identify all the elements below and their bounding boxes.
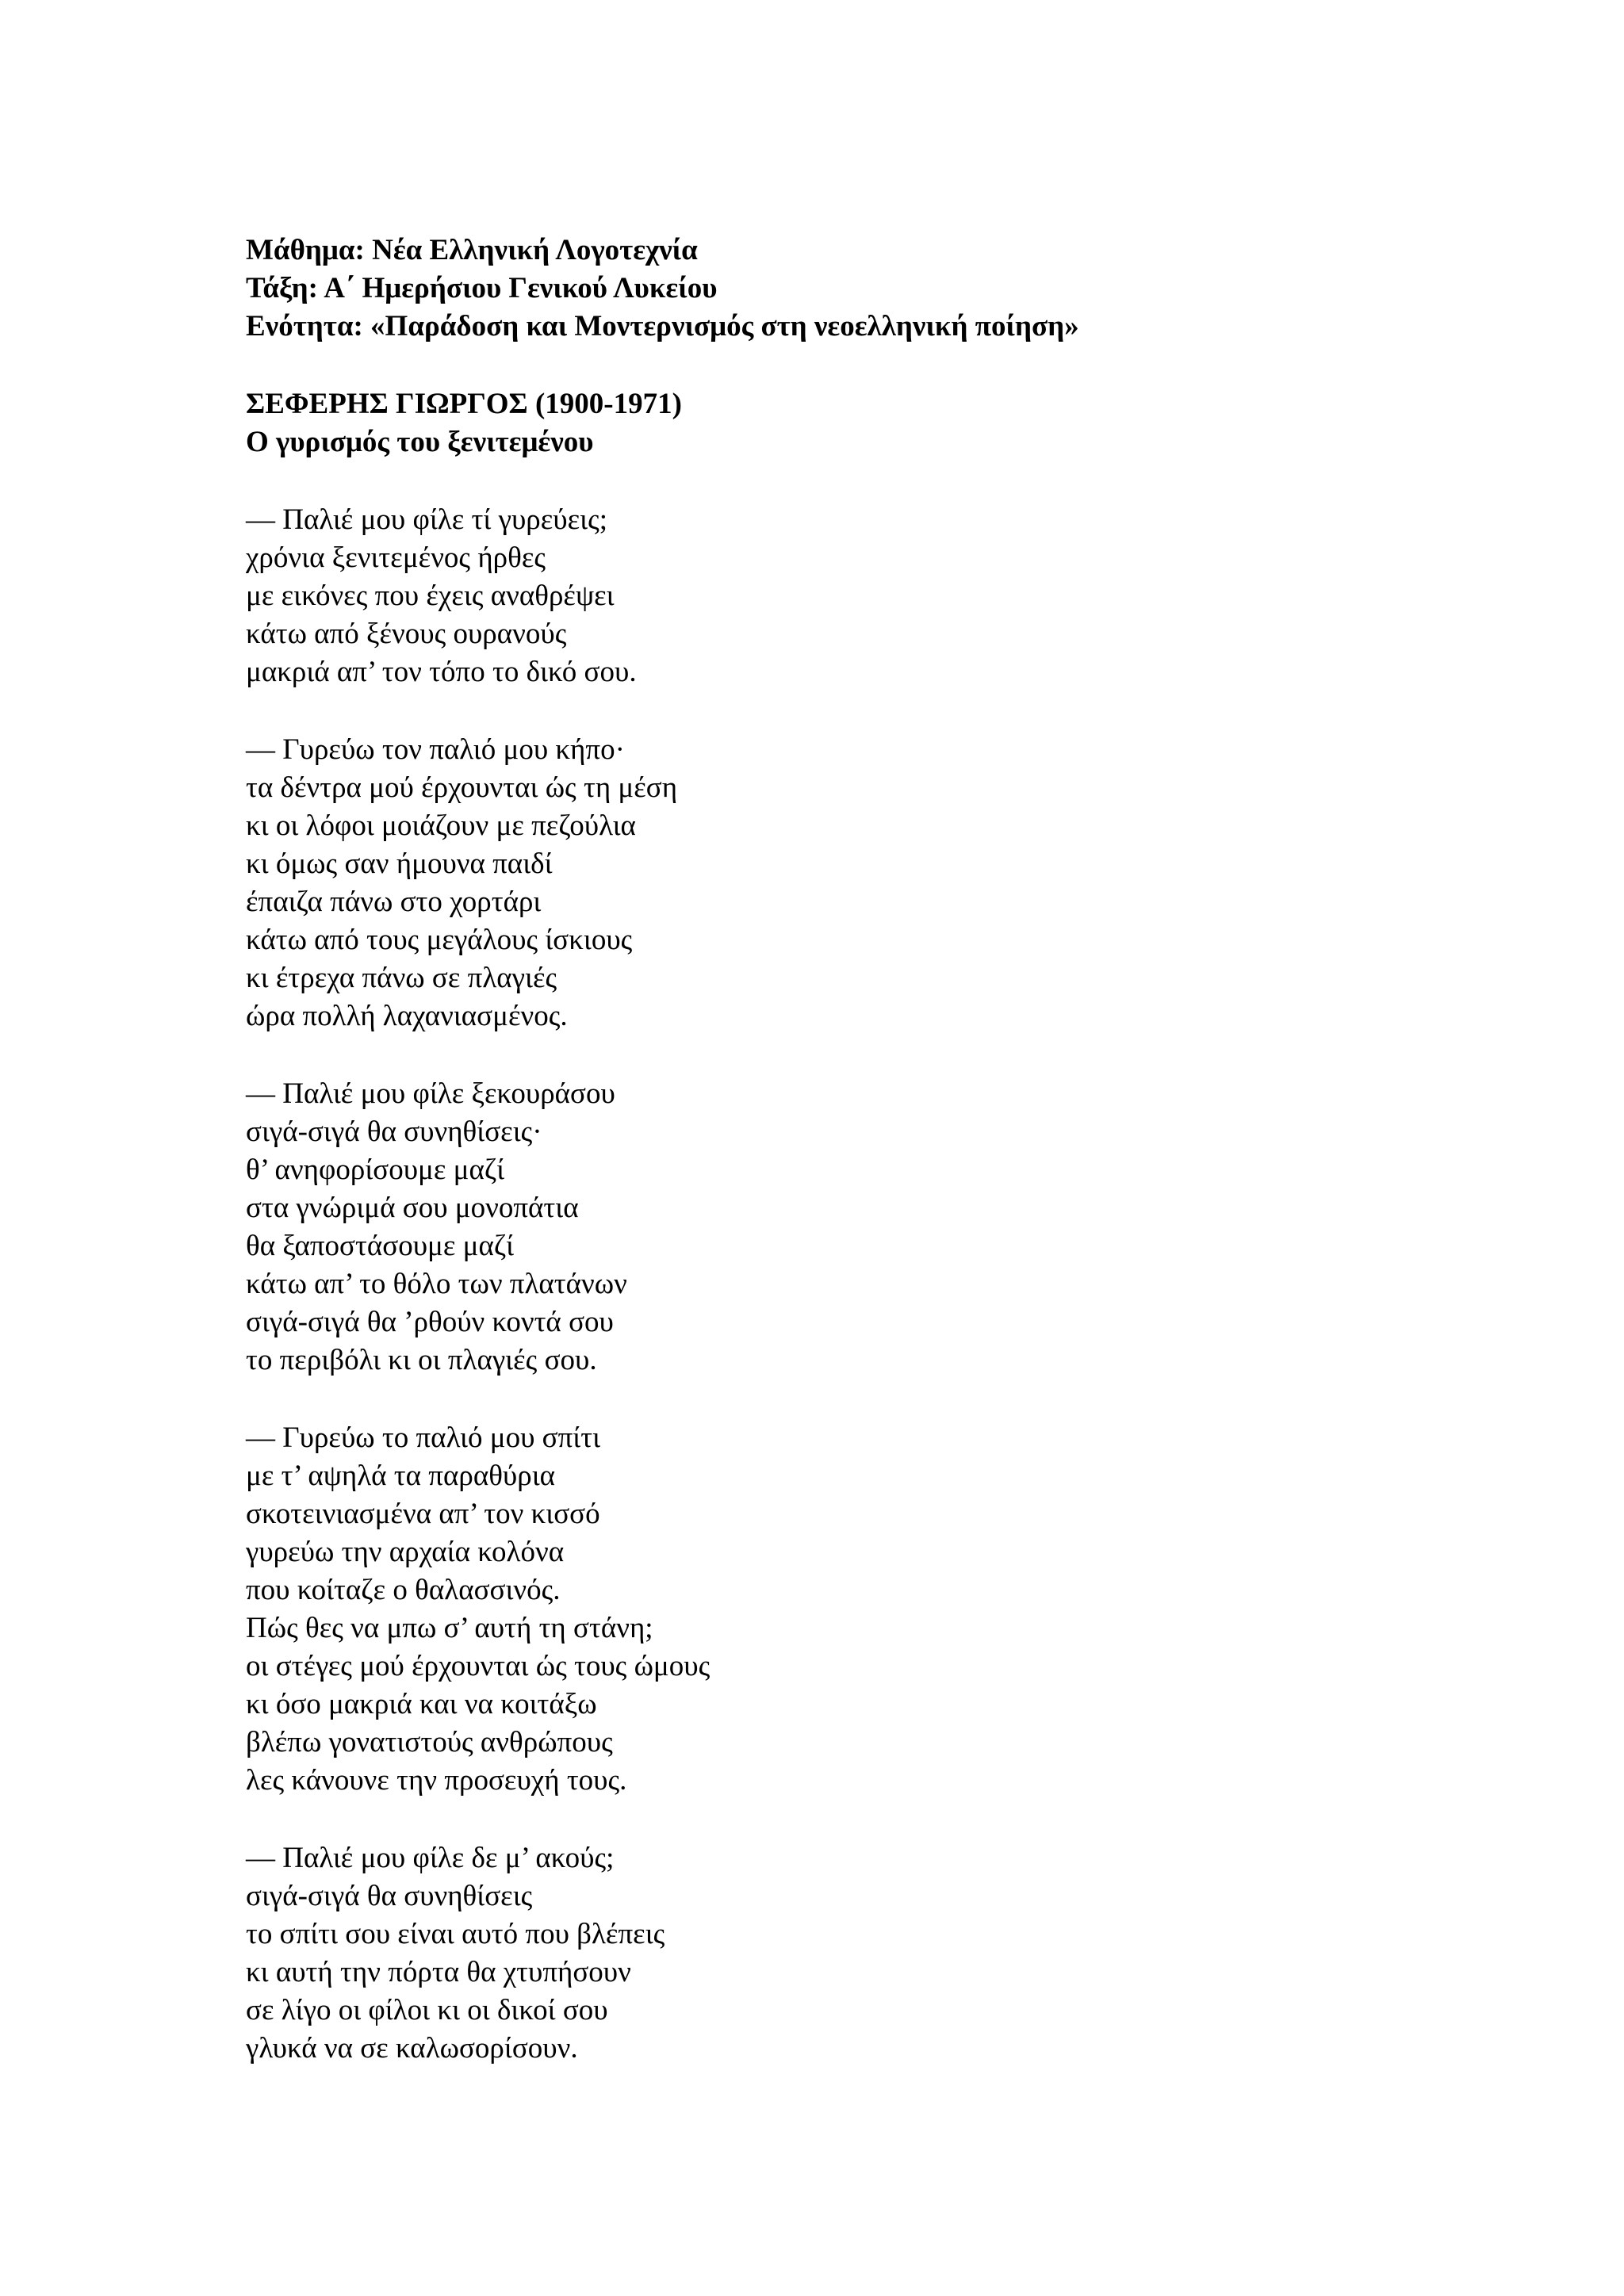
course-unit: Ενότητα: «Παράδοση και Μοντερνισμός στη νεοελληνική ποίηση» [246, 310, 1079, 342]
poem-line: το σπίτι σου είναι αυτό που βλέπεις [246, 1918, 665, 1950]
poem-line: κάτω από ξένους ουρανούς [246, 618, 567, 650]
stanza-1 [246, 501, 1515, 691]
poem-line: γλυκά να σε καλωσορίσουν. [246, 2032, 578, 2064]
poem-line: κι οι λόφοι μοιάζουν με πεζούλια [246, 809, 636, 842]
poem-line: ώρα πολλή λαχανιασμένος. [246, 1000, 568, 1032]
poem-line: το περιβόλι κι οι πλαγιές σου. [246, 1344, 597, 1376]
stanza-2 [246, 731, 1515, 1035]
poem-line: σιγά-σιγά θα συνηθίσεις [246, 1880, 533, 1912]
poem-line: κάτω από τους μεγάλους ίσκιους [246, 924, 633, 956]
poem-line: λες κάνουνε την προσευχή τους. [246, 1764, 627, 1797]
poem-line: — Γυρεύω το παλιό μου σπίτι [246, 1422, 601, 1454]
poem-title: Ο γυρισμός του ξενιτεμένου [246, 426, 594, 458]
poem-line: με τ’ αψηλά τα παραθύρια [246, 1460, 556, 1492]
poem-line: τα δέντρα μού έρχουνται ώς τη μέση [246, 771, 678, 804]
poem-line: κάτω απ’ το θόλο των πλατάνων [246, 1268, 627, 1300]
poem-line: μακριά απ’ τον τόπο το δικό σου. [246, 656, 637, 688]
poem-line: βλέπω γονατιστούς ανθρώπους [246, 1726, 613, 1758]
poem-line: σκοτεινιασμένα απ’ τον κισσό [246, 1498, 600, 1530]
poem-line: — Γυρεύω τον παλιό μου κήπο· [246, 733, 625, 766]
poem-line: γυρεύω την αρχαία κολόνα [246, 1536, 565, 1568]
poem-line: θα ξαποστάσουμε μαζί [246, 1230, 515, 1262]
poem-author: ΣΕΦΕΡΗΣ ΓΙΩΡΓΟΣ (1900-1971) [246, 388, 682, 420]
poem-line: κι όμως σαν ήμουνα παιδί [246, 848, 553, 880]
poem-line: σιγά-σιγά θα ’ρθούν κοντά σου [246, 1306, 614, 1338]
poem-line: Πώς θες να μπω σ’ αυτή τη στάνη; [246, 1612, 653, 1644]
poem-line: χρόνια ξενιτεμένος ήρθες [246, 541, 546, 574]
poem-line: οι στέγες μού έρχουνται ώς τους ώμους [246, 1650, 710, 1682]
stanza-4 [246, 1419, 1515, 1800]
poem-line: στα γνώριμά σου μονοπάτια [246, 1192, 579, 1224]
poem-line: σε λίγο οι φίλοι κι οι δικοί σου [246, 1994, 608, 2026]
course-subject: Μάθημα: Νέα Ελληνική Λογοτεχνία [246, 234, 698, 266]
document-content [246, 232, 1515, 2068]
poem-line: με εικόνες που έχεις αναθρέψει [246, 580, 615, 612]
poem-line: που κοίταζε ο θαλασσινός. [246, 1574, 561, 1606]
stanza-3 [246, 1075, 1515, 1380]
stanza-5 [246, 1839, 1515, 2068]
poem-line: — Παλιέ μου φίλε ξεκουράσου [246, 1077, 615, 1110]
poem-line: κι έτρεχα πάνω σε πλαγιές [246, 962, 557, 994]
poem-line: — Παλιέ μου φίλε δε μ’ ακούς; [246, 1842, 615, 1874]
course-header [246, 232, 1515, 346]
course-class: Τάξη: Α΄ Ημερήσιου Γενικού Λυκείου [246, 272, 718, 304]
poem-line: σιγά-σιγά θα συνηθίσεις· [246, 1115, 542, 1148]
poem-line: κι αυτή την πόρτα θα χτυπήσουν [246, 1956, 631, 1988]
poem-heading [246, 385, 1515, 461]
poem-line: — Παλιέ μου φίλε τί γυρεύεις; [246, 503, 608, 536]
poem-line: έπαιζα πάνω στο χορτάρι [246, 886, 542, 918]
poem-line: θ’ ανηφορίσουμε μαζί [246, 1154, 505, 1186]
poem-line: κι όσο μακριά και να κοιτάξω [246, 1688, 597, 1720]
